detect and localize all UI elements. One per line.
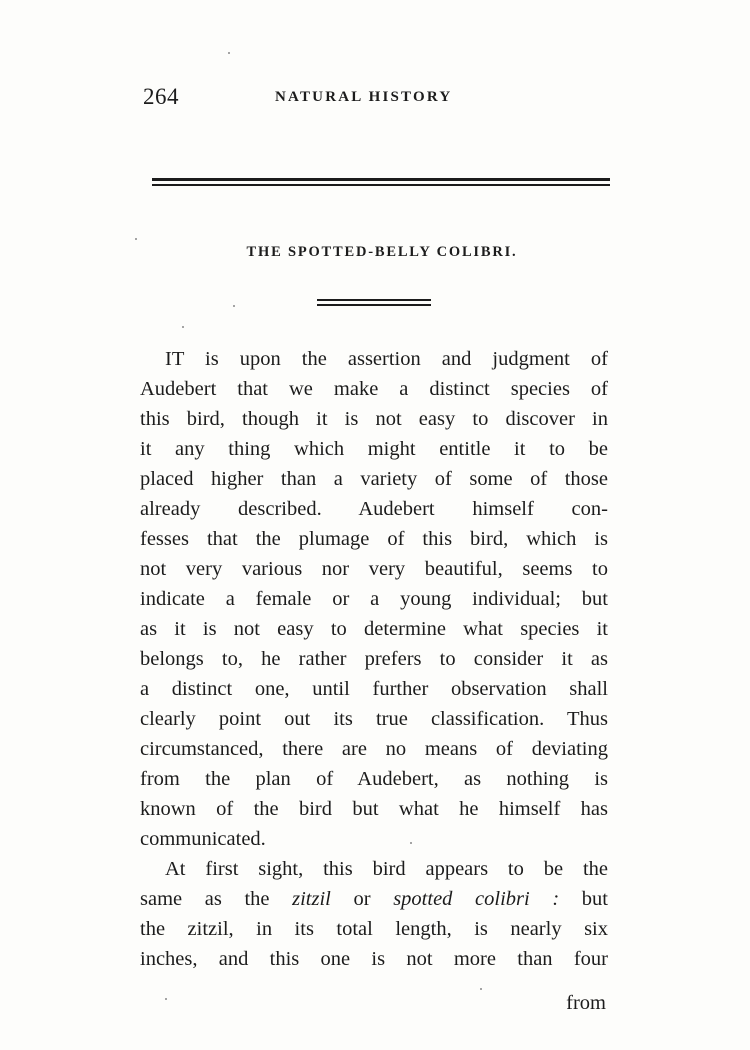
text-line: Audebert that we make a distinct species of [140, 378, 608, 400]
short-rule-line-bottom [317, 304, 431, 306]
text-line: communicated. [140, 828, 266, 850]
text-segment: or [330, 888, 394, 910]
text-line: as it is not easy to determine what species it [140, 618, 608, 640]
italic-term-spotted-colibri: spotted colibri : [393, 888, 560, 910]
text-segment: but [559, 888, 608, 910]
paper-speck [233, 305, 235, 307]
text-line: it any thing which might entitle it to be [140, 438, 608, 460]
text-line: fesses that the plumage of this bird, which is [140, 528, 608, 550]
paper-speck [410, 842, 412, 844]
short-rule-line-top [317, 299, 431, 301]
text-line: clearly point out its true classification. Thus [140, 708, 608, 730]
text-line: from the plan of Audebert, as nothing is [140, 768, 608, 790]
text-line: placed higher than a variety of some of those [140, 468, 608, 490]
body-text [140, 344, 608, 974]
title-short-rule [317, 299, 431, 306]
section-title: THE SPOTTED-BELLY COLIBRI. [246, 244, 518, 260]
text-line: indicate a female or a young individual; but [140, 588, 608, 610]
text-line: not very various nor very beautiful, seems to [140, 558, 608, 580]
text-line: inches, and this one is not more than four [140, 948, 608, 970]
text-segment: same as the [140, 888, 293, 910]
text-line: the zitzil, in its total length, is nearly six [140, 918, 608, 940]
text-line: belongs to, he rather prefers to consider it as [140, 648, 608, 670]
text-line: already described. Audebert himself con- [140, 498, 608, 520]
rule-line-top [152, 178, 610, 181]
paper-speck [135, 238, 137, 240]
text-line: known of the bird but what he himself has [140, 798, 608, 820]
catchword: from [566, 992, 606, 1014]
text-line-with-italics [140, 884, 608, 914]
text-line: IT is upon the assertion and judgment of [165, 348, 608, 370]
paper-speck [228, 52, 230, 54]
text-line: this bird, though it is not easy to discover in [140, 408, 608, 430]
text-line: a distinct one, until further observation shall [140, 678, 608, 700]
paper-speck [480, 988, 482, 990]
running-title: NATURAL HISTORY [275, 89, 453, 105]
header-double-rule [152, 178, 610, 187]
paper-speck [165, 998, 167, 1000]
paper-speck [182, 326, 184, 328]
italic-term-zitzil: zitzil [292, 888, 331, 910]
page-number: 264 [143, 84, 179, 109]
text-line: At first sight, this bird appears to be the [165, 858, 608, 880]
running-head [143, 84, 610, 114]
rule-line-bottom [152, 184, 610, 186]
text-line: circumstanced, there are no means of deviating [140, 738, 608, 760]
